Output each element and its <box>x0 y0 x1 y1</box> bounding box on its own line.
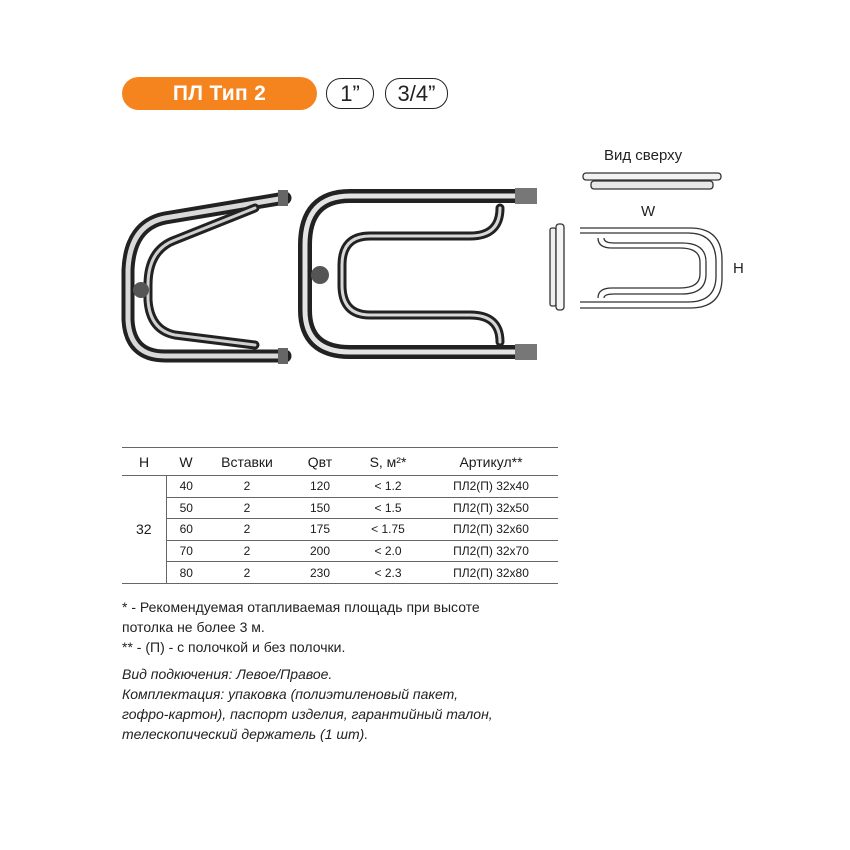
area-cell: < 2.0 <box>352 540 424 562</box>
col-sku-header: Артикул** <box>424 448 558 476</box>
table-row <box>122 519 558 541</box>
width-label: W <box>641 203 656 220</box>
area-cell: < 1.2 <box>352 476 424 498</box>
size-badge-1-inch: 1” <box>326 78 374 109</box>
footnote-shelf: ** - (П) - с полочкой и без полочки. <box>122 639 346 655</box>
table-row <box>122 540 558 562</box>
spec-table <box>122 447 558 584</box>
w-cell: 80 <box>166 562 206 584</box>
power-cell: 150 <box>288 497 352 519</box>
inserts-cell: 2 <box>206 562 288 584</box>
table-row <box>122 476 558 498</box>
sku-cell: ПЛ2(П) 32х40 <box>424 476 558 498</box>
sku-cell: ПЛ2(П) 32х50 <box>424 497 558 519</box>
col-h-header: H <box>122 448 166 476</box>
h-value-cell: 32 <box>122 476 166 584</box>
w-cell: 70 <box>166 540 206 562</box>
col-area-header: S, м²* <box>352 448 424 476</box>
area-cell: < 1.75 <box>352 519 424 541</box>
connection-type: Вид подкючения: Левое/Правое. <box>122 666 333 682</box>
kit-line-2: гофро-картон), паспорт изделия, гарантийный талон, <box>122 706 493 722</box>
sku-cell: ПЛ2(П) 32х70 <box>424 540 558 562</box>
inserts-cell: 2 <box>206 476 288 498</box>
power-cell: 230 <box>288 562 352 584</box>
size-badge-3-4-inch: 3/4” <box>385 78 448 109</box>
col-inserts-header: Вставки <box>206 448 288 476</box>
footnote-area-line1: * - Рекомендуемая отапливаемая площадь при высоте <box>122 599 480 615</box>
table-row <box>122 497 558 519</box>
power-cell: 175 <box>288 519 352 541</box>
sku-cell: ПЛ2(П) 32х60 <box>424 519 558 541</box>
area-cell: < 1.5 <box>352 497 424 519</box>
top-view-sketch <box>583 173 721 189</box>
table-row <box>122 562 558 584</box>
w-cell: 50 <box>166 497 206 519</box>
inserts-cell: 2 <box>206 497 288 519</box>
w-cell: 60 <box>166 519 206 541</box>
notes-section <box>122 597 582 744</box>
power-cell: 120 <box>288 476 352 498</box>
inserts-cell: 2 <box>206 519 288 541</box>
kit-line-3: телескопический держатель (1 шт). <box>122 726 369 742</box>
height-label: H <box>733 260 744 277</box>
power-cell: 200 <box>288 540 352 562</box>
footnote-area-line2: потолка не более 3 м. <box>122 619 265 635</box>
inserts-cell: 2 <box>206 540 288 562</box>
col-power-header: Qвт <box>288 448 352 476</box>
col-w-header: W <box>166 448 206 476</box>
top-view-label: Вид сверху <box>604 147 683 164</box>
sku-cell: ПЛ2(П) 32х80 <box>424 562 558 584</box>
product-title-badge: ПЛ Тип 2 <box>122 77 317 110</box>
w-cell: 40 <box>166 476 206 498</box>
area-cell: < 2.3 <box>352 562 424 584</box>
spec-table-header-row <box>122 448 558 476</box>
towel-rail-photo-front <box>305 188 537 360</box>
front-view-sketch <box>550 224 722 310</box>
kit-line-1: Комплектация: упаковка (полиэтиленовый пакет, <box>122 686 459 702</box>
towel-rail-photo-angled <box>128 190 288 364</box>
